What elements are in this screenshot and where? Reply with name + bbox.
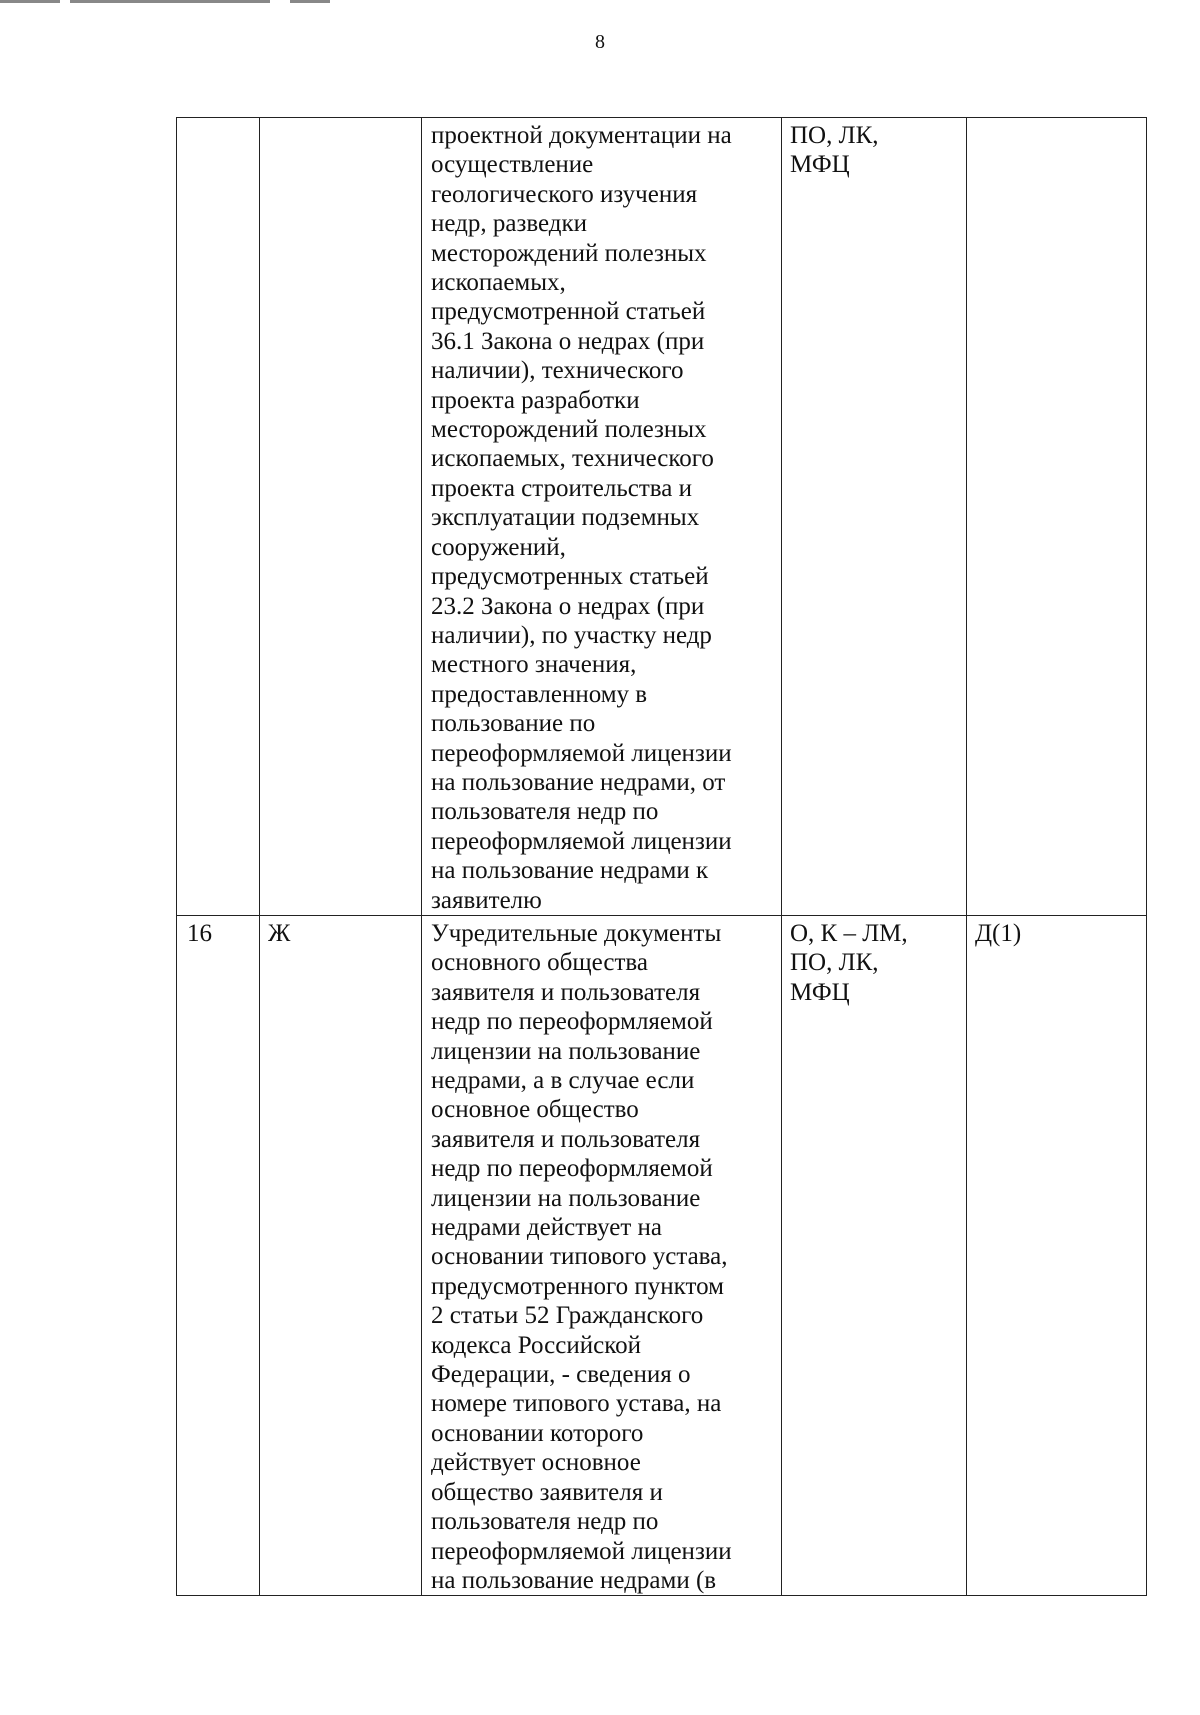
text-line: на пользование недрами (в — [431, 1566, 717, 1594]
row-letter-cell: Ж — [260, 915, 422, 1595]
text-line: переоформляемой лицензии — [431, 739, 732, 767]
text-line: местного значения, — [431, 651, 637, 679]
text-line: ПО, ЛК, — [790, 122, 879, 149]
row-letter-cell — [260, 118, 422, 916]
text-line: месторождений полезных — [431, 239, 707, 267]
documents-table — [176, 117, 1147, 1596]
text-line: МФЦ — [790, 151, 850, 179]
text-line: ПО, ЛК, — [790, 949, 879, 977]
table-row — [177, 915, 1147, 1595]
text-line: эксплуатации подземных — [431, 504, 700, 532]
text-line: недр по переоформляемой — [431, 1155, 713, 1183]
text-line: сооружений, — [431, 533, 566, 561]
text-line: лицензии на пользование — [431, 1184, 701, 1212]
scan-edge-marks — [0, 0, 330, 3]
row-number-cell: 16 — [177, 915, 260, 1595]
document-description-cell — [422, 915, 782, 1595]
document-code-cell: Д(1) — [967, 915, 1147, 1595]
text-line: ископаемых, технического — [431, 445, 714, 473]
text-line: основное общество — [431, 1096, 639, 1124]
row-number-cell — [177, 118, 260, 916]
text-line: проектной документации на — [431, 122, 732, 149]
text-line: месторождений полезных — [431, 416, 707, 444]
submission-channels-cell — [782, 118, 967, 916]
text-line: предоставленному в — [431, 680, 648, 708]
text-line: лицензии на пользование — [431, 1037, 701, 1065]
submission-channels-cell — [782, 915, 967, 1595]
text-line: действует основное — [431, 1449, 641, 1477]
text-line: заявителя и пользователя — [431, 1125, 701, 1153]
text-line: проекта строительства и — [431, 474, 692, 502]
text-line: наличии), по участку недр — [431, 621, 712, 649]
text-line: Федерации, - сведения о — [431, 1361, 691, 1389]
text-line: заявителю — [431, 886, 542, 914]
text-line: недрами действует на — [431, 1214, 662, 1242]
text-line: проекта разработки — [431, 386, 640, 414]
document-description-cell — [422, 118, 782, 916]
text-line: номере типового устава, на — [431, 1390, 722, 1418]
text-line: предусмотренной статьей — [431, 298, 706, 326]
text-line: переоформляемой лицензии — [431, 1537, 732, 1565]
text-line: наличии), технического — [431, 357, 684, 385]
text-line: Учредительные документы — [431, 919, 722, 947]
table-row — [177, 118, 1147, 916]
text-line: недрами, а в случае если — [431, 1067, 695, 1094]
text-line: основании типового устава, — [431, 1243, 728, 1271]
text-line: предусмотренных статьей — [431, 563, 709, 591]
text-line: недр по переоформляемой — [431, 1008, 713, 1036]
text-line: общество заявителя и — [431, 1478, 663, 1506]
text-line: 23.2 Закона о недрах (при — [431, 592, 705, 620]
text-line: заявителя и пользователя — [431, 978, 701, 1006]
text-line: на пользование недрами к — [431, 857, 709, 885]
text-line: на пользование недрами, от — [431, 768, 726, 796]
text-line: переоформляемой лицензии — [431, 827, 732, 855]
text-line: основании которого — [431, 1419, 644, 1447]
text-line: осуществление — [431, 151, 594, 179]
page-number: 8 — [595, 31, 605, 53]
document-code-cell — [967, 118, 1147, 916]
text-line: ископаемых, — [431, 269, 566, 297]
text-line: 36.1 Закона о недрах (при — [431, 327, 705, 355]
text-line: недр, разведки — [431, 210, 588, 238]
text-line: кодекса Российской — [431, 1331, 641, 1359]
text-line: О, К – ЛМ, — [790, 919, 908, 947]
text-line: предусмотренного пунктом — [431, 1272, 724, 1300]
text-line: 2 статьи 52 Гражданского — [431, 1302, 704, 1330]
text-line: МФЦ — [790, 978, 850, 1006]
text-line: пользование по — [431, 710, 596, 738]
text-line: основного общества — [431, 949, 648, 977]
text-line: пользователя недр по — [431, 1508, 659, 1536]
text-line: пользователя недр по — [431, 798, 659, 826]
text-line: геологического изучения — [431, 180, 698, 208]
